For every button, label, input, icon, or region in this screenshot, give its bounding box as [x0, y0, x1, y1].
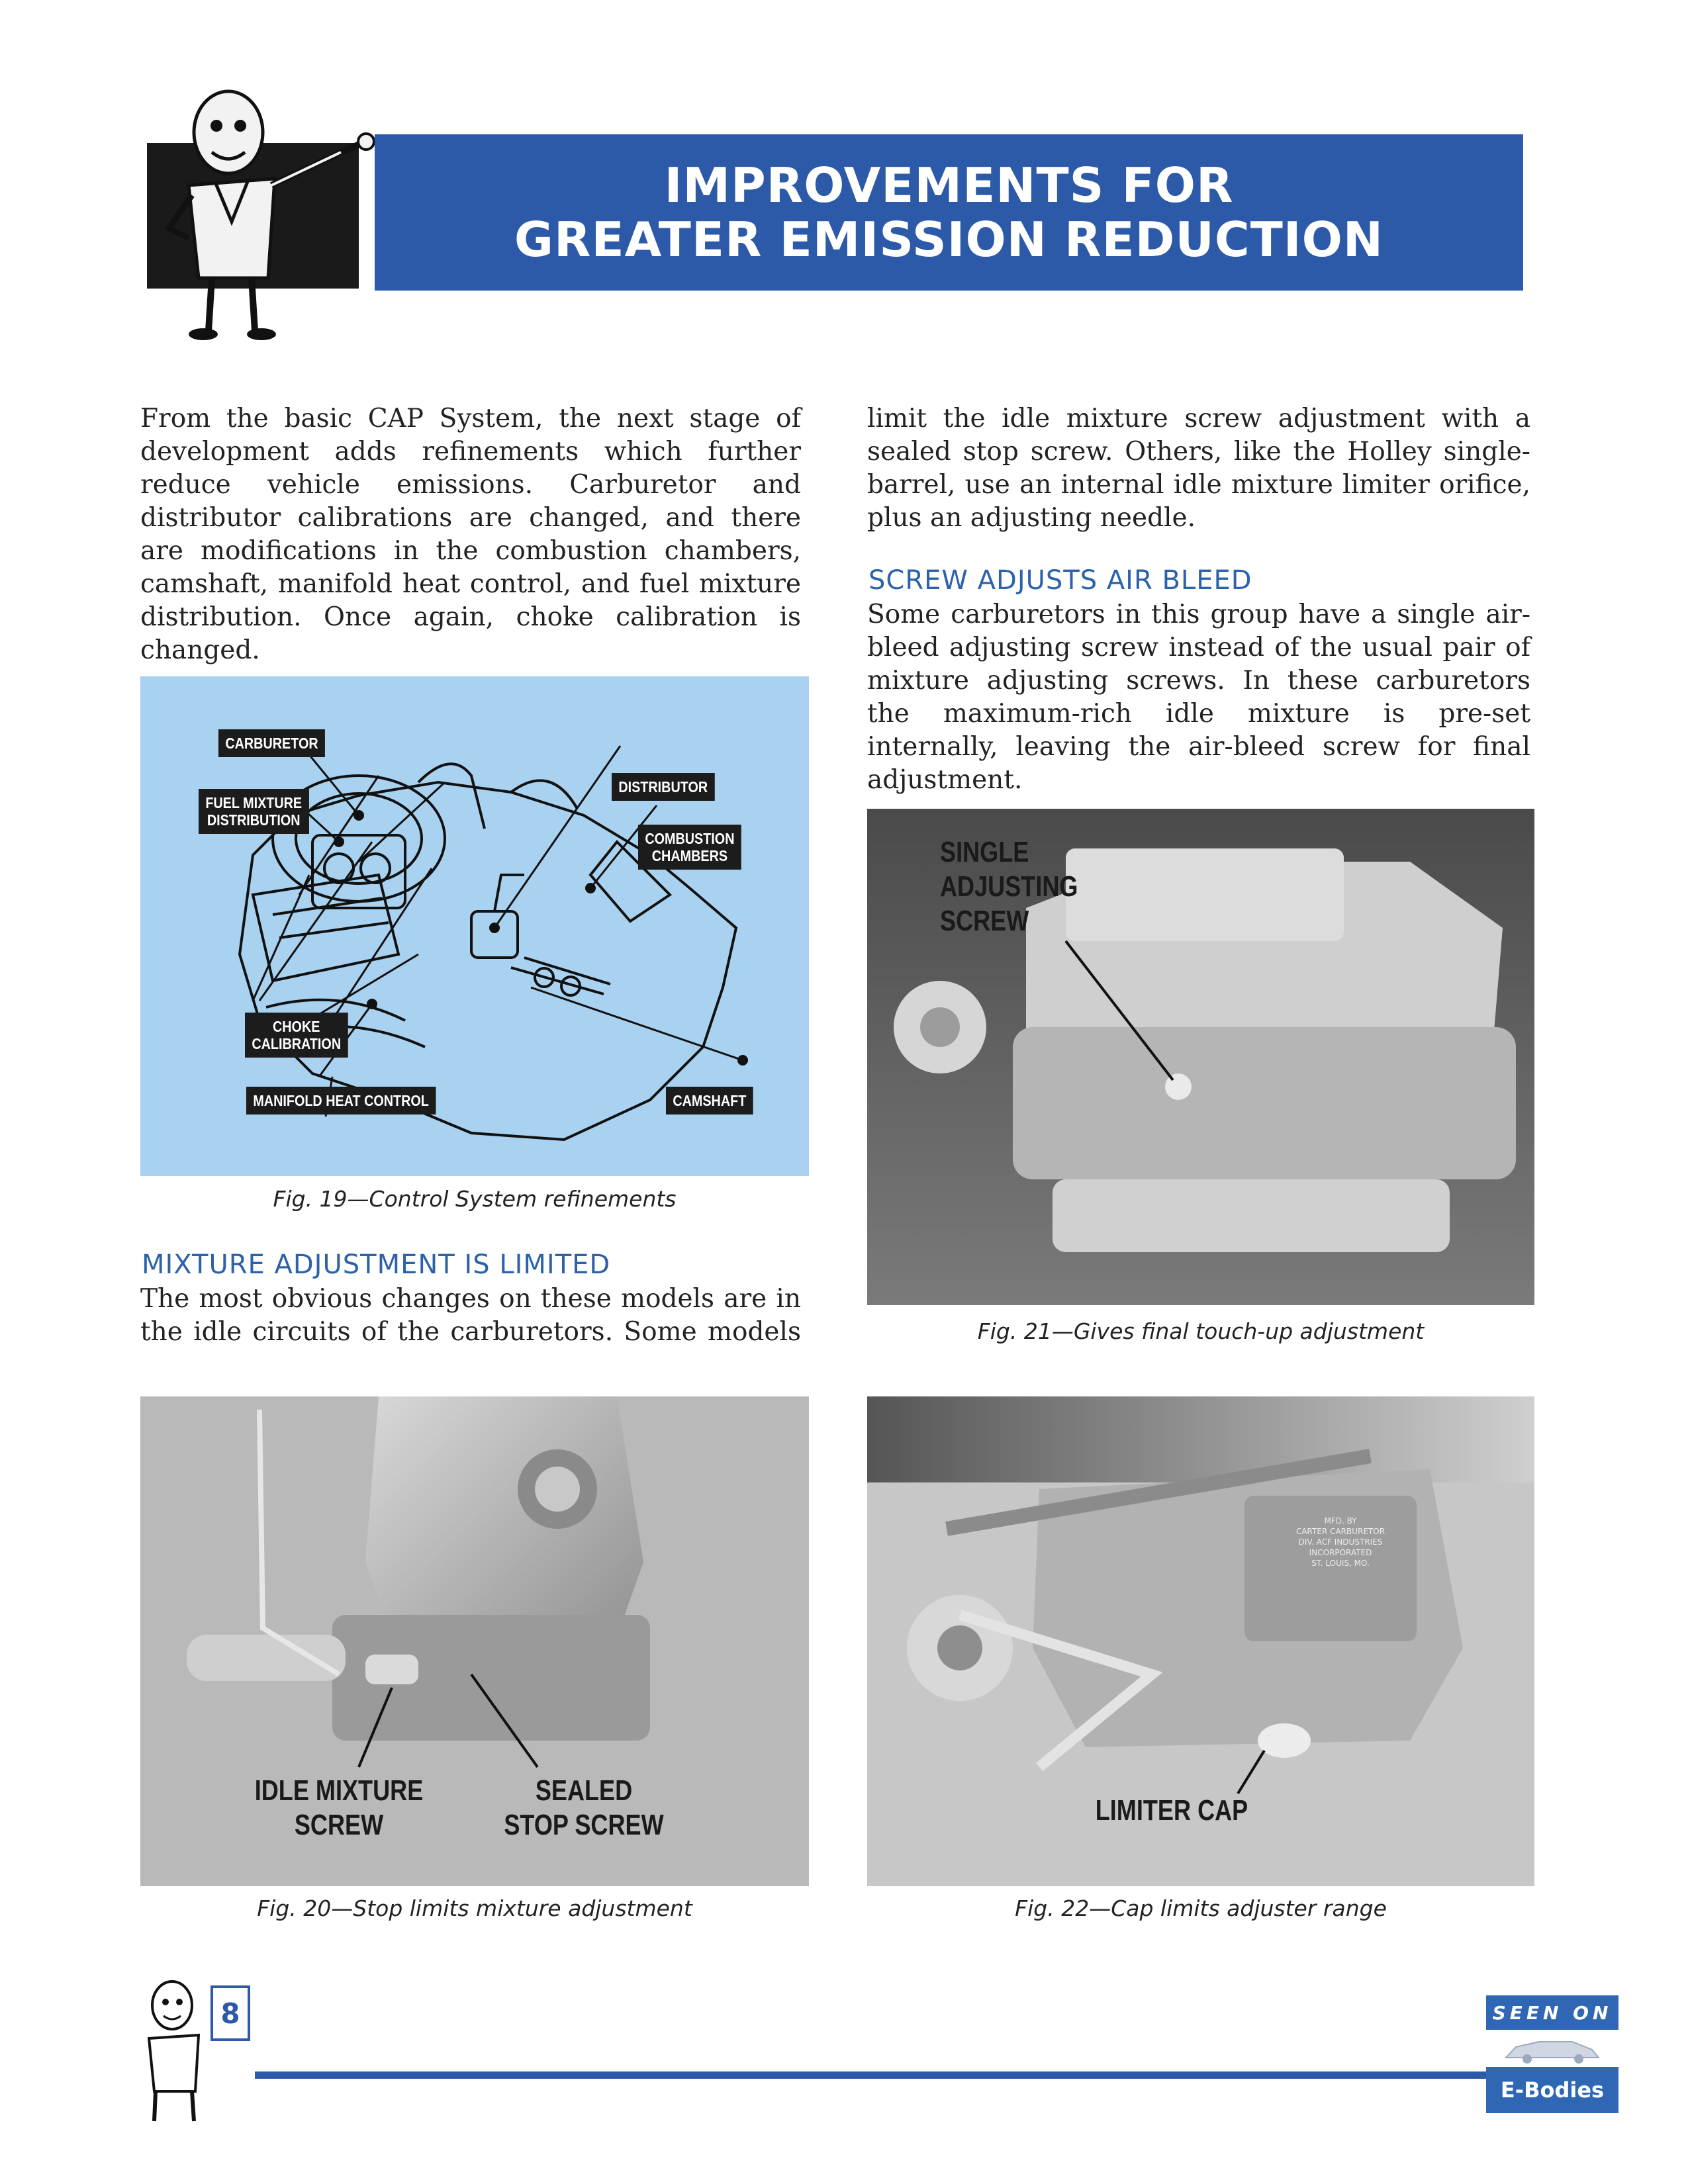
label-idle-line2: SCREW	[294, 1809, 384, 1841]
label-combustion-line1: COMBUSTION	[645, 830, 735, 847]
mixture-heading: MIXTURE ADJUSTMENT IS LIMITED	[142, 1250, 611, 1280]
label-choke-line2: CALIBRATION	[252, 1035, 342, 1052]
fig20-photo	[140, 1396, 809, 1886]
fig19-diagram	[140, 676, 809, 1176]
mascot-illustration	[142, 79, 381, 344]
page-number-box	[211, 1985, 250, 2041]
watermark-bottom: E-Bodies	[1486, 2067, 1618, 2113]
fig22-caption: Fig. 22—Cap limits adjuster range	[1015, 1895, 1387, 1921]
plate-line2: CARTER CARBURETOR	[1295, 1527, 1385, 1536]
label-idle-line1: IDLE MIXTURE	[254, 1774, 424, 1807]
title-banner	[375, 134, 1523, 291]
label-idle-mixture-screw	[241, 1774, 436, 1843]
label-fuel-mixture-line2: DISTRIBUTION	[207, 811, 301, 829]
footer-mascot-icon	[136, 1979, 222, 2131]
screw-paragraph: Some carburetors in this group have a single air-bleed adjusting screw instead of the usual pair of mixture adjusting screws. In these carburetors the maximum-rich idle mixture is pre-set internally, leaving the air-bleed screw for final adjustment.	[867, 600, 1530, 795]
label-sealed-line1: SEALED	[535, 1774, 633, 1807]
plate-line3: DIV. ACF INDUSTRIES	[1298, 1537, 1383, 1547]
plate-line5: ST. LOUIS, MO.	[1311, 1559, 1370, 1568]
footer-rule	[255, 2071, 1499, 2079]
title-line-2: GREATER EMISSION REDUCTION	[514, 212, 1384, 267]
fig19-caption: Fig. 19—Control System refinements	[273, 1186, 677, 1212]
label-sealed-line2: STOP SCREW	[504, 1809, 664, 1841]
label-carburetor: CARBURETOR	[218, 729, 325, 757]
label-combustion-chambers	[638, 825, 741, 870]
mixture-paragraph: The most obvious changes on these models are in the idle circuits of the carburetors. Some models	[140, 1284, 801, 1347]
label-camshaft: CAMSHAFT	[666, 1087, 753, 1115]
page-number: 8	[220, 1997, 240, 2030]
carburetor-nameplate	[1278, 1516, 1403, 1569]
label-choke-line1: CHOKE	[272, 1018, 320, 1035]
label-choke-calibration	[245, 1013, 348, 1058]
label-fuel-mixture-line1: FUEL MIXTURE	[205, 794, 303, 811]
label-combustion-line2: CHAMBERS	[651, 847, 728, 864]
label-single-adjusting-screw	[940, 835, 1081, 938]
label-single-line1: SINGLE	[940, 836, 1029, 868]
fig22-photo	[867, 1396, 1534, 1886]
continued-paragraph: limit the idle mixture screw adjustment with a sealed stop screw. Others, like the Holley single-barrel, use an internal idle mixture limiter orifice, plus an adjusting needle.	[867, 404, 1530, 533]
fig21-caption: Fig. 21—Gives final touch-up adjustment	[977, 1318, 1425, 1344]
label-single-line2: ADJUSTING	[940, 870, 1078, 903]
label-distributor: DISTRIBUTOR	[612, 773, 714, 801]
car-silhouette-icon	[1499, 2032, 1605, 2066]
label-manifold-heat-control: MANIFOLD HEAT CONTROL	[246, 1087, 436, 1115]
seen-on-ebodies-watermark	[1486, 1995, 1618, 2113]
label-fuel-mixture	[199, 789, 308, 834]
intro-paragraph: From the basic CAP System, the next stage of development adds refinements which further reduce vehicle emissions. Carburetor and distributor calibrations are changed, and there are modifications in the combustion chambers, camshaft, manifold heat control, and fuel mixture distribution. Once again, choke calibration is changed.	[140, 404, 801, 665]
label-single-line3: SCREW	[940, 905, 1029, 937]
plate-line1: MFD. BY	[1324, 1516, 1357, 1525]
label-limiter-cap: LIMITER CAP	[1095, 1794, 1248, 1827]
title-line-1: IMPROVEMENTS FOR	[664, 158, 1234, 213]
fig21-photo	[867, 809, 1534, 1305]
fig20-caption: Fig. 20—Stop limits mixture adjustment	[257, 1895, 692, 1921]
screw-heading: SCREW ADJUSTS AIR BLEED	[868, 565, 1252, 596]
label-sealed-stop-screw	[502, 1774, 665, 1843]
watermark-top: SEEN ON	[1486, 1995, 1618, 2030]
plate-line4: INCORPORATED	[1309, 1548, 1372, 1557]
